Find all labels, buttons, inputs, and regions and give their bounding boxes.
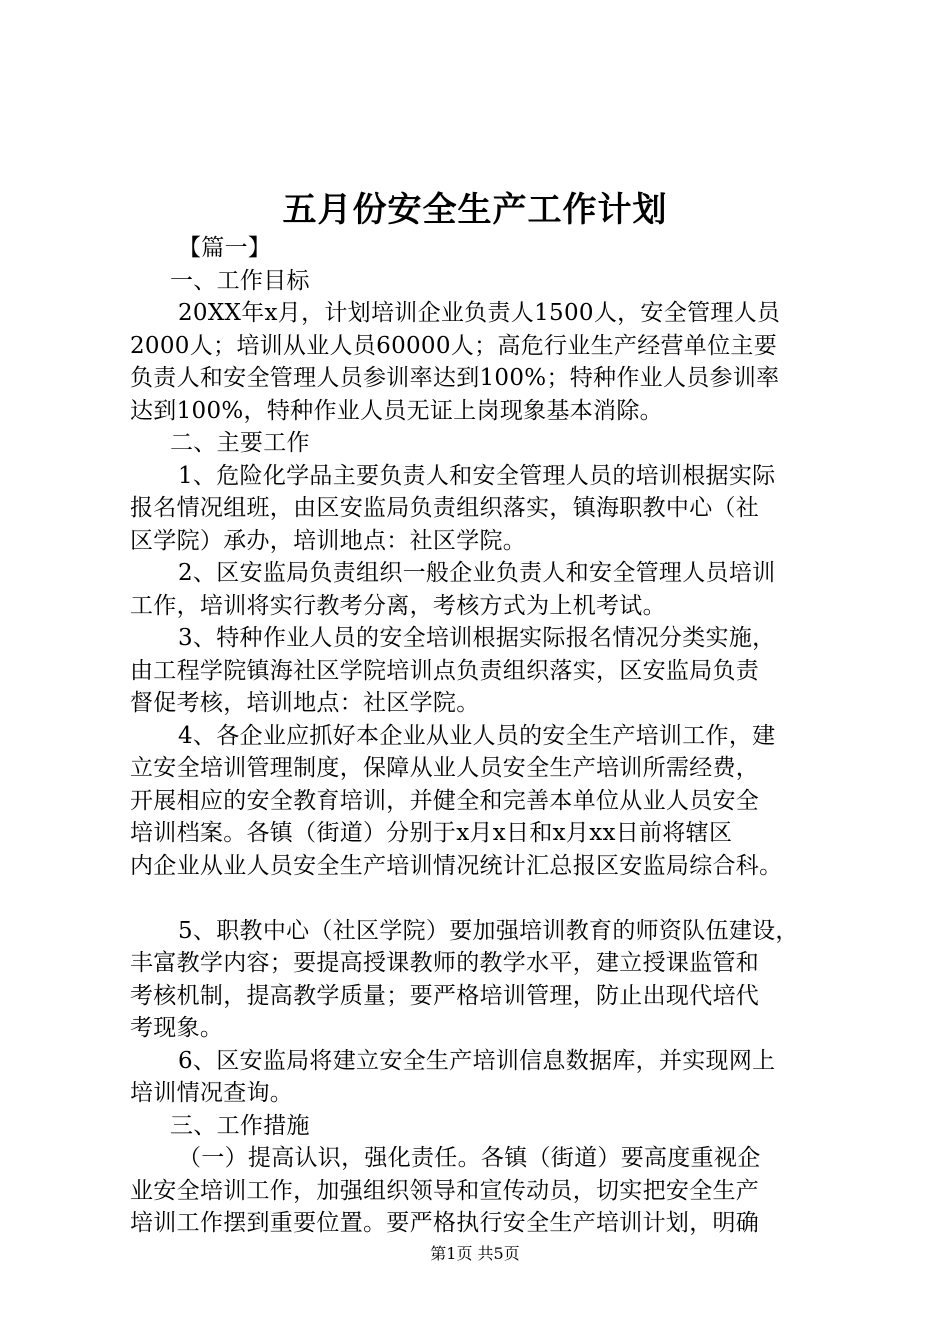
section-label: 【篇一】 xyxy=(178,235,272,261)
paragraph-line: 5、职教中心（社区学院）要加强培训教育的师资队伍建设， xyxy=(178,917,799,944)
paragraph-line: 考核机制，提高教学质量；要严格培训管理，防止出现代培代 xyxy=(130,982,760,1009)
paragraph-line: 培训情况查询。 xyxy=(130,1080,294,1106)
heading-work-goals: 一、工作目标 xyxy=(170,267,310,294)
paragraph-line: 培训档案。各镇（街道）分别于x月x日和x月xx日前将辖区 xyxy=(130,820,733,846)
paragraph-line: 4、各企业应抓好本企业从业人员的安全生产培训工作，建 xyxy=(178,722,776,749)
paragraph-line: 工作，培训将实行教考分离，考核方式为上机考试。 xyxy=(130,592,666,619)
paragraph-line: 报名情况组班，由区安监局负责组织落实，镇海职教中心（社 xyxy=(130,495,760,521)
paragraph-line: 3、特种作业人员的安全培训根据实际报名情况分类实施， xyxy=(178,625,776,651)
heading-main-work: 二、主要工作 xyxy=(170,430,310,456)
paragraph-line: 开展相应的安全教育培训，并健全和完善本单位从业人员安全 xyxy=(130,787,760,814)
document-body xyxy=(130,232,830,1240)
heading-work-measures: 三、工作措施 xyxy=(170,1112,310,1139)
paragraph-line: 负责人和安全管理人员参训率达到100%；特种作业人员参训率 xyxy=(130,365,780,391)
paragraph-line: 立安全培训管理制度，保障从业人员安全生产培训所需经费， xyxy=(130,755,760,781)
paragraph-line: 督促考核，培训地点：社区学院。 xyxy=(130,690,480,716)
document-title: 五月份安全生产工作计划 xyxy=(282,190,668,230)
paragraph-gap xyxy=(130,882,830,915)
paragraph-line: 内企业从业人员安全生产培训情况统计汇总报区安监局综合科。 xyxy=(130,852,783,879)
paragraph-line: 考现象。 xyxy=(130,1015,224,1041)
paragraph-line: 区学院）承办，培训地点：社区学院。 xyxy=(130,527,527,554)
paragraph-line: 丰富教学内容；要提高授课教师的教学水平，建立授课监管和 xyxy=(130,950,760,976)
page-footer: 第1页 共5页 xyxy=(430,1244,520,1263)
paragraph-line: 6、区安监局将建立安全生产培训信息数据库，并实现网上 xyxy=(178,1047,776,1074)
paragraph-line: 达到100%，特种作业人员无证上岗现象基本消除。 xyxy=(130,397,663,424)
paragraph-line: 2000人；培训从业人员60000人；高危行业生产经营单位主要 xyxy=(130,332,777,359)
paragraph-line: 由工程学院镇海社区学院培训点负责组织落实，区安监局负责 xyxy=(130,657,760,684)
paragraph-line: 2、区安监局负责组织一般企业负责人和安全管理人员培训 xyxy=(178,560,776,586)
paragraph-line: 20XX年x月，计划培训企业负责人1500人，安全管理人员 xyxy=(178,300,781,326)
paragraph-line: 业安全培训工作，加强组织领导和宣传动员，切实把安全生产 xyxy=(130,1177,760,1204)
paragraph-line: （一）提高认识，强化责任。各镇（街道）要高度重视企 xyxy=(178,1145,761,1171)
paragraph-line: 培训工作摆到重要位置。要严格执行安全生产培训计划，明确 xyxy=(130,1210,760,1236)
paragraph-line: 1、危险化学品主要负责人和安全管理人员的培训根据实际 xyxy=(178,462,776,489)
